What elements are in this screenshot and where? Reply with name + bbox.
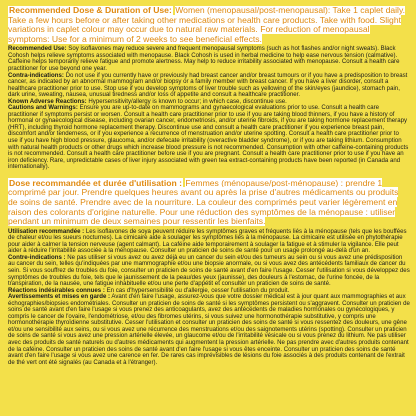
contra-indications-fr (8, 255, 410, 288)
contra-indications-label-en: Contra-indications: (8, 71, 64, 79)
recommended-use-label-en: Recommended Use: (8, 45, 67, 53)
product-label-panel (8, 6, 410, 412)
recommended-use-fr (8, 229, 410, 255)
dose-section-en (8, 6, 410, 44)
recommended-use-label-fr: Utilisation recommandée : (8, 227, 85, 235)
cautions-warnings-fr (8, 294, 410, 366)
dose-text-en: Women (menopausal/post-menopausal): Take 1 caplet daily. Take a few hours before or after taking other medications or health care products. Take with food. Slight variations in caplet colour may occur due to natural raw materials. For reduction of menopausal symptoms: Use for a minimum of 2 weeks to see beneficial effects. (8, 6, 405, 44)
recommended-use-text-fr: Les isoflavones de soya peuvent réduire les symptômes graves et fréquents liés à la ménopause (tels que les bouffées de chaleur et/ou les sueurs nocturnes). La cimicaire aide à soulager les symptômes liés à la ménopause. La cimicaire est utilisée en phytothérapie pour aider à calmer la tension nerveuse (agent calmant). La caféine aide temporairement à soulager la fatigue et à stimuler la vigilance. Elle peut aider à réduire l'irritabilité associée à la ménopause. Consulter un praticien de soins de santé pour un usage prolongé au-delà d'un an. (8, 227, 407, 255)
dose-text-fr: Femmes (ménopause/post-ménopause) : prendre 1 comprimé par jour. Prendre quelques heures avant ou après la prise d'autres médicaments ou produits de soins de santé. Prendre avec de la nourriture. La couleur des comprimés peut varier légèrement en raison des colorants d'origine naturelle. Pour une réduction des symptômes de la ménopause : utiliser pendant un minimum de deux semaines pour ressentir les bienfaits. (8, 177, 399, 227)
cautions-warnings-label-en: Cautions and Warnings: (8, 104, 78, 112)
english-section (8, 6, 410, 171)
contra-indications-label-fr: Contre-indications : (8, 253, 66, 261)
section-spacer (8, 171, 410, 177)
dose-heading-en: Recommended Dose & Duration of Use: (9, 6, 172, 15)
recommended-use-text-en: Soy isoflavones may reduce severe and frequent menopausal symptoms (such as hot flashes and/or night sweats). Black Cohosh helps relieve symptoms associated with menopause. Black Cohosh is used in herbal medicine to help ease nervous tension (calmative). Caffeine helps temporarily relieve fatigue and promote alertness. May help to reduce irritability associated with menopause. Consult a health care practitioner for use beyond one year. (8, 45, 400, 73)
dose-heading-fr: Dose recommandée et durée d'utilisation : (9, 177, 183, 188)
adverse-reactions-label-en: Known Adverse Reactions: (8, 97, 87, 105)
dose-section-fr (8, 179, 410, 227)
contra-indications-text-en: Do not use if you currently have or previously had breast cancer and/or breast tumours or if you have a predisposition to breast cancer, as indicated by an abnormal mammogram and/or biopsy or a family member with breast cancer. If you have a liver disorder, consult a healthcare practitioner prior to use. Stop use if you develop symptoms of liver trouble such as yellowing of the skin/eyes (jaundice), stomach pain, dark urine, sweating, nausea, unusual tiredness and/or loss of appetite and consult a healthcare practitioner. (8, 71, 408, 99)
recommended-use-en (8, 46, 410, 72)
french-section (8, 179, 410, 366)
contra-indications-text-fr: Ne pas utiliser si vous avez ou avez déjà eu un cancer du sein et/ou des tumeurs au sein ou si vous avez une prédisposition au cancer du sein, telles qu'indiquées par une mammographie et/ou une biopsie anormale, ou si vous avez des antécédents familiaux de cancer du sein. Si vous souffrez de troubles du foie, consulter un praticien de soins de santé avant d'en faire l'usage. Cesser l'utilisation si vous développez des symptômes de troubles du foie, tels que le jaunissement de la peau/des yeux (jaunisse), des douleurs à l'estomac, de l'urine foncée, de la transpiration, de la nausée, une fatigue inhabituelle et/ou une perte d'appétit et consulter un praticien de soins de santé. (8, 253, 410, 288)
cautions-warnings-text-fr: Avant d'en faire l'usage, assurez-vous que votre dossier médical est à jour quant aux mammographies et aux échographies/biopsies endométriales. Consulter un praticien de soins de santé si les symptômes persistent ou s'aggravent. Consulter un praticien de soins de santé avant d'en faire l'usage si vous prenez des anticoagulants, avez des antécédents de maladies hormonales ou gynécologiques, y compris le cancer de l'ovaire, l'endométriose, et/ou des fibromes utérins, si vous suivez une hormonothérapie substitutive, y compris une hormonothérapie thyroïdienne substitutive. Cesser l'utilisation et consulter un praticien des soins de santé si vous ressentez des douleurs, une gêne et/ou une sensibilité aux seins, ou si vous avez une récurrence des menstruations et/ou des saignotements utérins (spotting). Consulter un praticien de soins de santé si vous avez une pression artérielle élevée, un glaucome et/ou de l'irritabilité vésicale ou si vous prenez du lithium. Ne pas utiliser avec des produits de santé naturels ou d'autres médicaments qui augmentent la pression artérielle. Ne pas prendre avec d'autres produits contenant de la caféine. Consulter un praticien des soins de santé avant d'en faire l'usage si vous êtes enceinte. Consulter un praticien des soins de santé avant d'en faire l'usage si vous avez une carence en fer. De rares cas imprévisibles de lésions du foie associés à des produits contenant de l'extrait de thé vert ont été signalés (au Canada et à l'étranger). (8, 293, 410, 366)
adverse-reactions-text-en: Hypersensitivity/allergy is known to occur; in which case, discontinue use. (88, 97, 287, 105)
adverse-reactions-label-fr: Réactions indésirables connues : (8, 286, 105, 294)
cautions-warnings-en (8, 105, 410, 170)
contra-indications-en (8, 73, 410, 99)
cautions-warnings-text-en: Ensure you are up-to-date on mammograms and gynaecological evaluations prior to use. Consult a health care practitioner if symptoms persist or worsen. Consult a health care practitioner prior to use if you are taking blood thinners, if you have a history of hormonal or gynaecological disease, including ovarian cancer, endometriosis, and/or uterine fibroids, if you are taking hormone replacement therapy (HRT), including thyroid hormone replacement therapy. Discontinue use and consult a health care practitioner if you experience breast pain, discomfort and/or tenderness, or if you experience a recurrence of menstruation and/or uterine spotting. Consult a health care practitioner prior to use if you have high blood pressure, glaucoma, and/or defecate irritability (overactive bladder syndrome), or if you are taking lithium. Consumption with natural health products or other drugs which increase blood pressure is not recommended. Consumption with other caffeine-containing products is not recommended. Consult a health care practitioner before use if you are pregnant. Consult a health care practitioner prior to use if you have an iron deficiency. Rare, unpredictable cases of liver injury associated with green tea extract-containing products have been reported (in Canada and internationally). (8, 104, 409, 171)
adverse-reactions-text-fr: En cas d'hypersensibilité ou d'allergie, cesser l'utilisation du produit. (106, 286, 290, 294)
cautions-warnings-label-fr: Avertissements et mises en garde : (8, 293, 111, 301)
